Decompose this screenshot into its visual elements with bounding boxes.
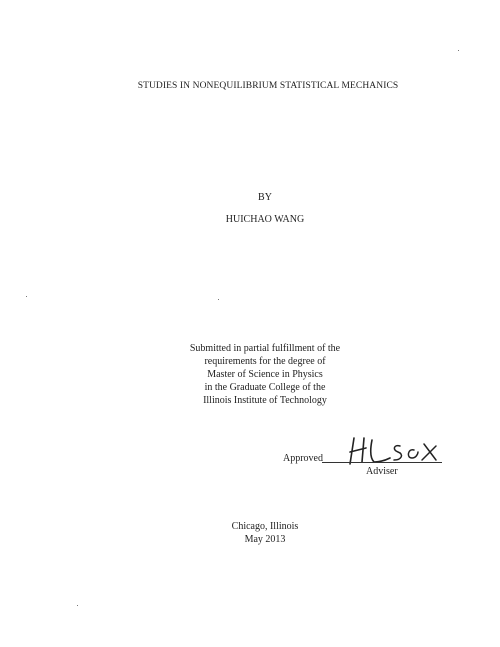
scan-speck (77, 605, 78, 606)
adviser-label: Adviser (366, 466, 398, 477)
scan-speck (26, 296, 27, 297)
submission-line: Submitted in partial fulfillment of the (189, 343, 341, 354)
scan-speck (458, 50, 459, 51)
submission-line: Master of Science in Physics (207, 369, 323, 380)
by-label: BY (258, 192, 272, 203)
thesis-title: STUDIES IN NONEQUILIBRIUM STATISTICAL MECHANICS (137, 81, 399, 91)
submission-statement (80, 342, 450, 407)
submission-line: requirements for the degree of (204, 356, 326, 367)
date: May 2013 (244, 534, 286, 545)
scan-speck (218, 299, 219, 300)
submission-line: in the Graduate College of the (204, 382, 326, 393)
author-name: HUICHAO WANG (225, 214, 305, 225)
place: Chicago, Illinois (231, 521, 299, 532)
signature-line (322, 462, 442, 463)
submission-line: Illinois Institute of Technology (203, 395, 327, 406)
place-and-date (0, 520, 500, 546)
approved-label: Approved (283, 453, 323, 464)
